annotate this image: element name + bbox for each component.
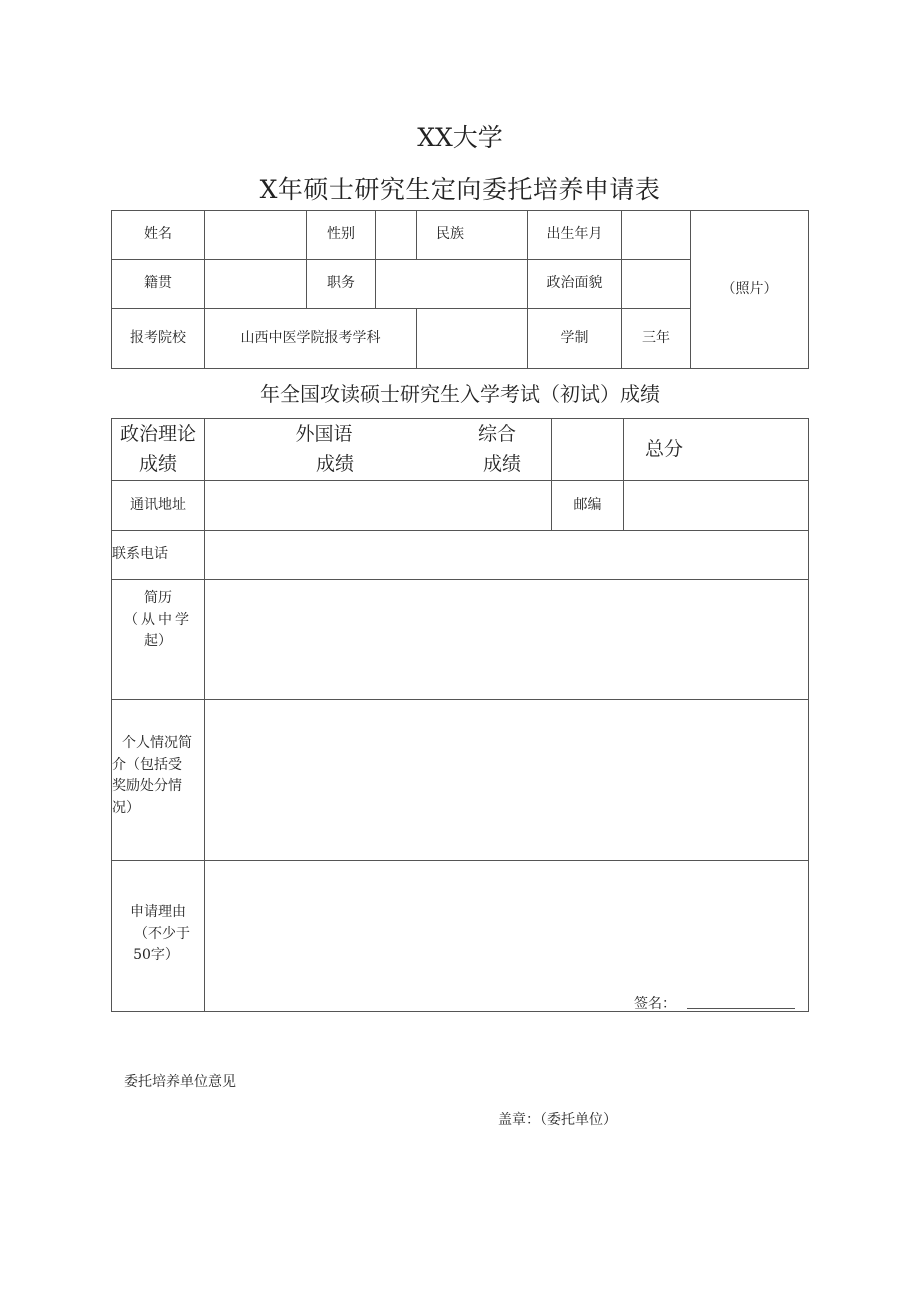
duration-label: 学制 — [560, 329, 589, 346]
birth-date-field[interactable] — [622, 211, 690, 259]
politics-score-label — [112, 419, 204, 480]
discipline-field[interactable] — [417, 309, 527, 368]
duration-value: 三年 — [642, 329, 670, 346]
comprehensive-label-line1: 综合 — [477, 423, 516, 446]
foreign-language-score-label — [280, 419, 380, 480]
name-label: 姓名 — [144, 226, 172, 243]
reason-label-line3: 50字） — [133, 947, 179, 964]
postcode-label: 邮编 — [573, 496, 602, 513]
hometown-field[interactable] — [205, 260, 306, 308]
politics-label-line2: 成绩 — [138, 452, 177, 475]
entrusting-unit-opinion-label: 委托培养单位意见 — [124, 1074, 236, 1090]
resume-label-line3: 起） — [144, 633, 172, 650]
school-value: 山西中医学院报考学科 — [240, 329, 381, 346]
personal-intro-label — [112, 733, 204, 833]
total-score-label: 总分 — [644, 437, 683, 460]
intro-label-line2: 介（包括受 — [112, 756, 182, 773]
name-field[interactable] — [205, 211, 306, 259]
reason-field[interactable] — [205, 861, 808, 991]
school-label: 报考院校 — [130, 329, 186, 346]
reason-label-line2: （不少于 — [134, 925, 190, 942]
personal-intro-field[interactable] — [205, 700, 808, 860]
intro-label-line3: 奖励处分情 — [112, 778, 182, 795]
position-label: 职务 — [327, 275, 355, 292]
resume-label-line2: （从中学 — [124, 611, 192, 628]
political-status-field[interactable] — [622, 260, 690, 308]
foreign-label-line1: 外国语 — [295, 423, 353, 446]
politics-label-line1: 政治理论 — [119, 423, 196, 446]
stamp-label: 盖章：（委托单位） — [498, 1112, 617, 1128]
hometown-label: 籍贯 — [144, 275, 172, 292]
resume-field[interactable] — [205, 580, 808, 699]
scores-title: 年全国攻读硕士研究生入学考试（初试）成绩 — [260, 382, 660, 406]
birth-date-label: 出生年月 — [546, 226, 603, 243]
phone-label: 联系电话 — [112, 546, 168, 563]
resume-label-line1: 简历 — [144, 590, 172, 606]
signature-label: 签名： — [634, 996, 676, 1012]
comprehensive-score-field[interactable] — [552, 419, 623, 480]
comprehensive-label-line2: 成绩 — [482, 452, 521, 475]
address-label: 通讯地址 — [130, 496, 186, 513]
gender-label: 性别 — [327, 226, 355, 243]
reason-label — [112, 902, 204, 978]
intro-label-line4: 况） — [112, 800, 140, 817]
address-field[interactable] — [205, 481, 551, 530]
comprehensive-score-label — [450, 419, 550, 480]
postcode-field[interactable] — [624, 481, 808, 530]
form-title: X年硕士研究生定向委托培养申请表 — [259, 175, 661, 204]
position-field[interactable] — [376, 260, 527, 308]
reason-label-line1: 申请理由 — [130, 904, 186, 920]
gender-field[interactable] — [376, 211, 416, 259]
university-title: XX大学 — [417, 123, 503, 152]
resume-label — [112, 588, 204, 668]
signature-line[interactable] — [687, 1008, 795, 1009]
foreign-label-line2: 成绩 — [315, 452, 354, 475]
photo-box: （照片） — [721, 280, 778, 297]
phone-field[interactable] — [205, 531, 808, 579]
ethnicity-label: 民族 — [436, 226, 464, 243]
political-status-label: 政治面貌 — [546, 275, 603, 292]
intro-label-line1: 个人情况简 — [122, 735, 192, 751]
